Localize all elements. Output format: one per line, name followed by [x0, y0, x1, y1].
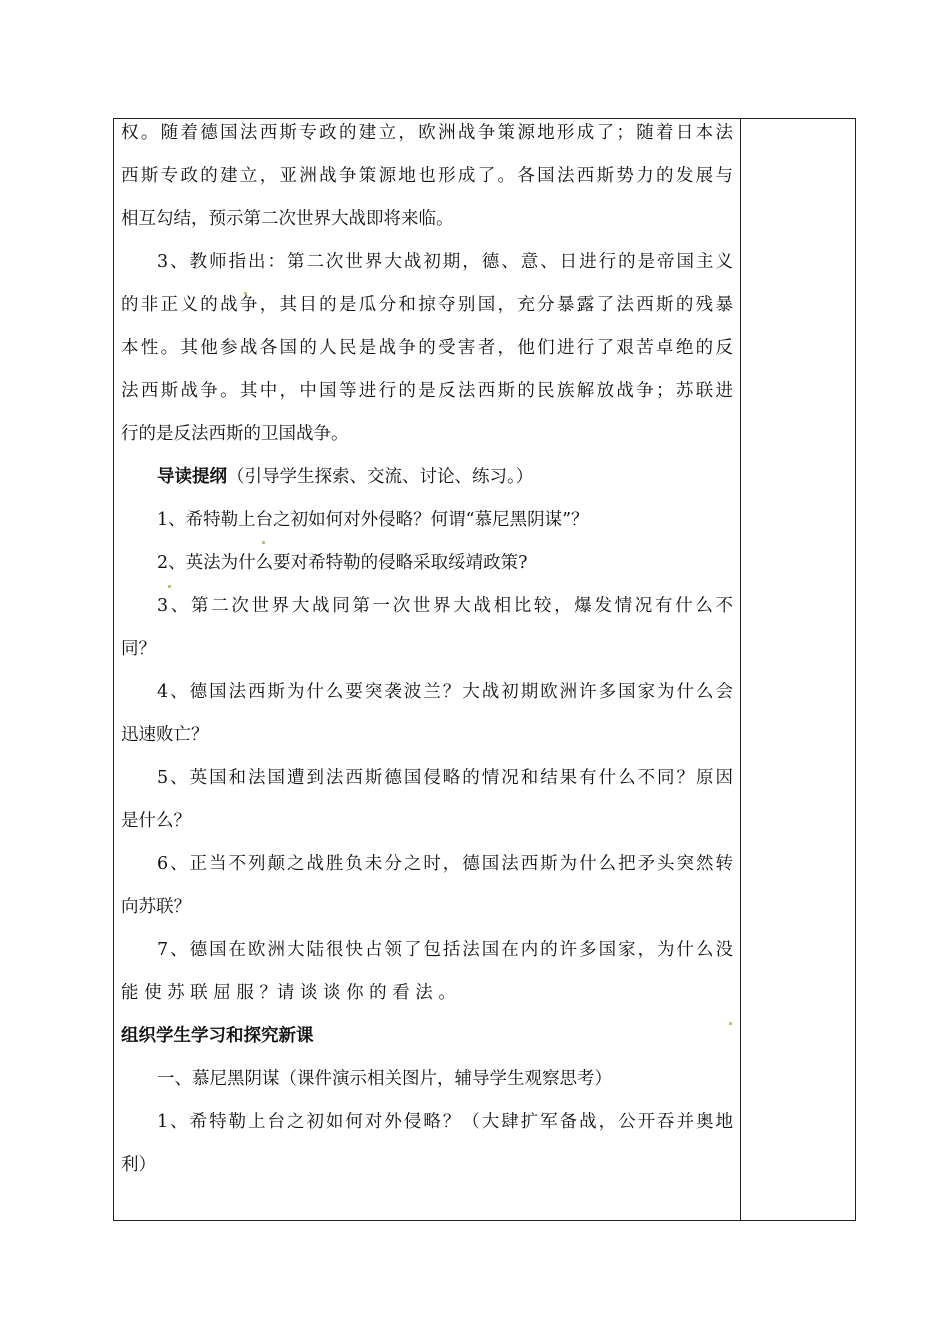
text-line: 本性。其他参战各国的人民是战争的受害者，他们进行了艰苦卓绝的反: [121, 338, 733, 358]
text-line: 4、德国法西斯为什么要突袭波兰？大战初期欧洲许多国家为什么会: [157, 682, 733, 702]
text-line: 法西斯战争。其中，中国等进行的是反法西斯的民族解放战争；苏联进: [121, 381, 733, 401]
text-line: 6、正当不列颠之战胜负未分之时，德国法西斯为什么把矛头突然转: [157, 854, 733, 874]
main-cell-content: [121, 112, 733, 1187]
text-line: 行的是反法西斯的卫国战争。: [121, 424, 349, 444]
text-line: 相互勾结，预示第二次世界大战即将来临。: [121, 209, 454, 229]
text-line: 1、希特勒上台之初如何对外侵略？（大肆扩军备战，公开吞并奥地: [157, 1112, 733, 1132]
text-line: 3、教师指出：第二次世界大战初期，德、意、日进行的是帝国主义: [157, 252, 733, 272]
text-line: 7、德国在欧洲大陆很快占领了包括法国在内的许多国家，为什么没: [157, 940, 733, 960]
text-line: 1、希特勒上台之初如何对外侵略？何谓“慕尼黑阴谋”？: [157, 510, 589, 530]
stray-dot-mark: [262, 541, 265, 544]
text-line: 3、第二次世界大战同第一次世界大战相比较，爆发情况有什么不: [157, 596, 733, 616]
column-divider: [740, 118, 741, 1221]
text-line: 5、英国和法国遭到法西斯德国侵略的情况和结果有什么不同？原因: [157, 768, 733, 788]
stray-dot-mark: [168, 585, 171, 588]
text-line: 一、慕尼黑阴谋（课件演示相关图片，辅导学生观察思考）: [157, 1069, 612, 1089]
outline-heading: 导读提纲（引导学生探索、交流、讨论、练习。）: [157, 467, 534, 487]
text-line: 2、英法为什么要对希特勒的侵略采取绥靖政策?: [157, 553, 528, 573]
text-line: 利）: [121, 1155, 156, 1175]
stray-dot-mark: [244, 292, 247, 295]
section-heading: 组织学生学习和探究新课: [121, 1026, 314, 1046]
text-line: 同？: [121, 639, 156, 659]
text-line: 权。随着德国法西斯专政的建立，欧洲战争策源地形成了；随着日本法: [121, 123, 733, 143]
text-line: 能 使 苏 联 屈 服 ？请 谈 谈 你 的 看 法 。: [121, 983, 456, 1003]
text-line: 的非正义的战争，其目的是瓜分和掠夺别国，充分暴露了法西斯的残暴: [121, 295, 733, 315]
stray-dot-mark: [729, 1022, 732, 1025]
text-line: 向苏联？: [121, 897, 191, 917]
text-line: 迅速败亡？: [121, 725, 209, 745]
text-line: 是什么？: [121, 811, 191, 831]
text-line: 西斯专政的建立，亚洲战争策源地也形成了。各国法西斯势力的发展与: [121, 166, 733, 186]
